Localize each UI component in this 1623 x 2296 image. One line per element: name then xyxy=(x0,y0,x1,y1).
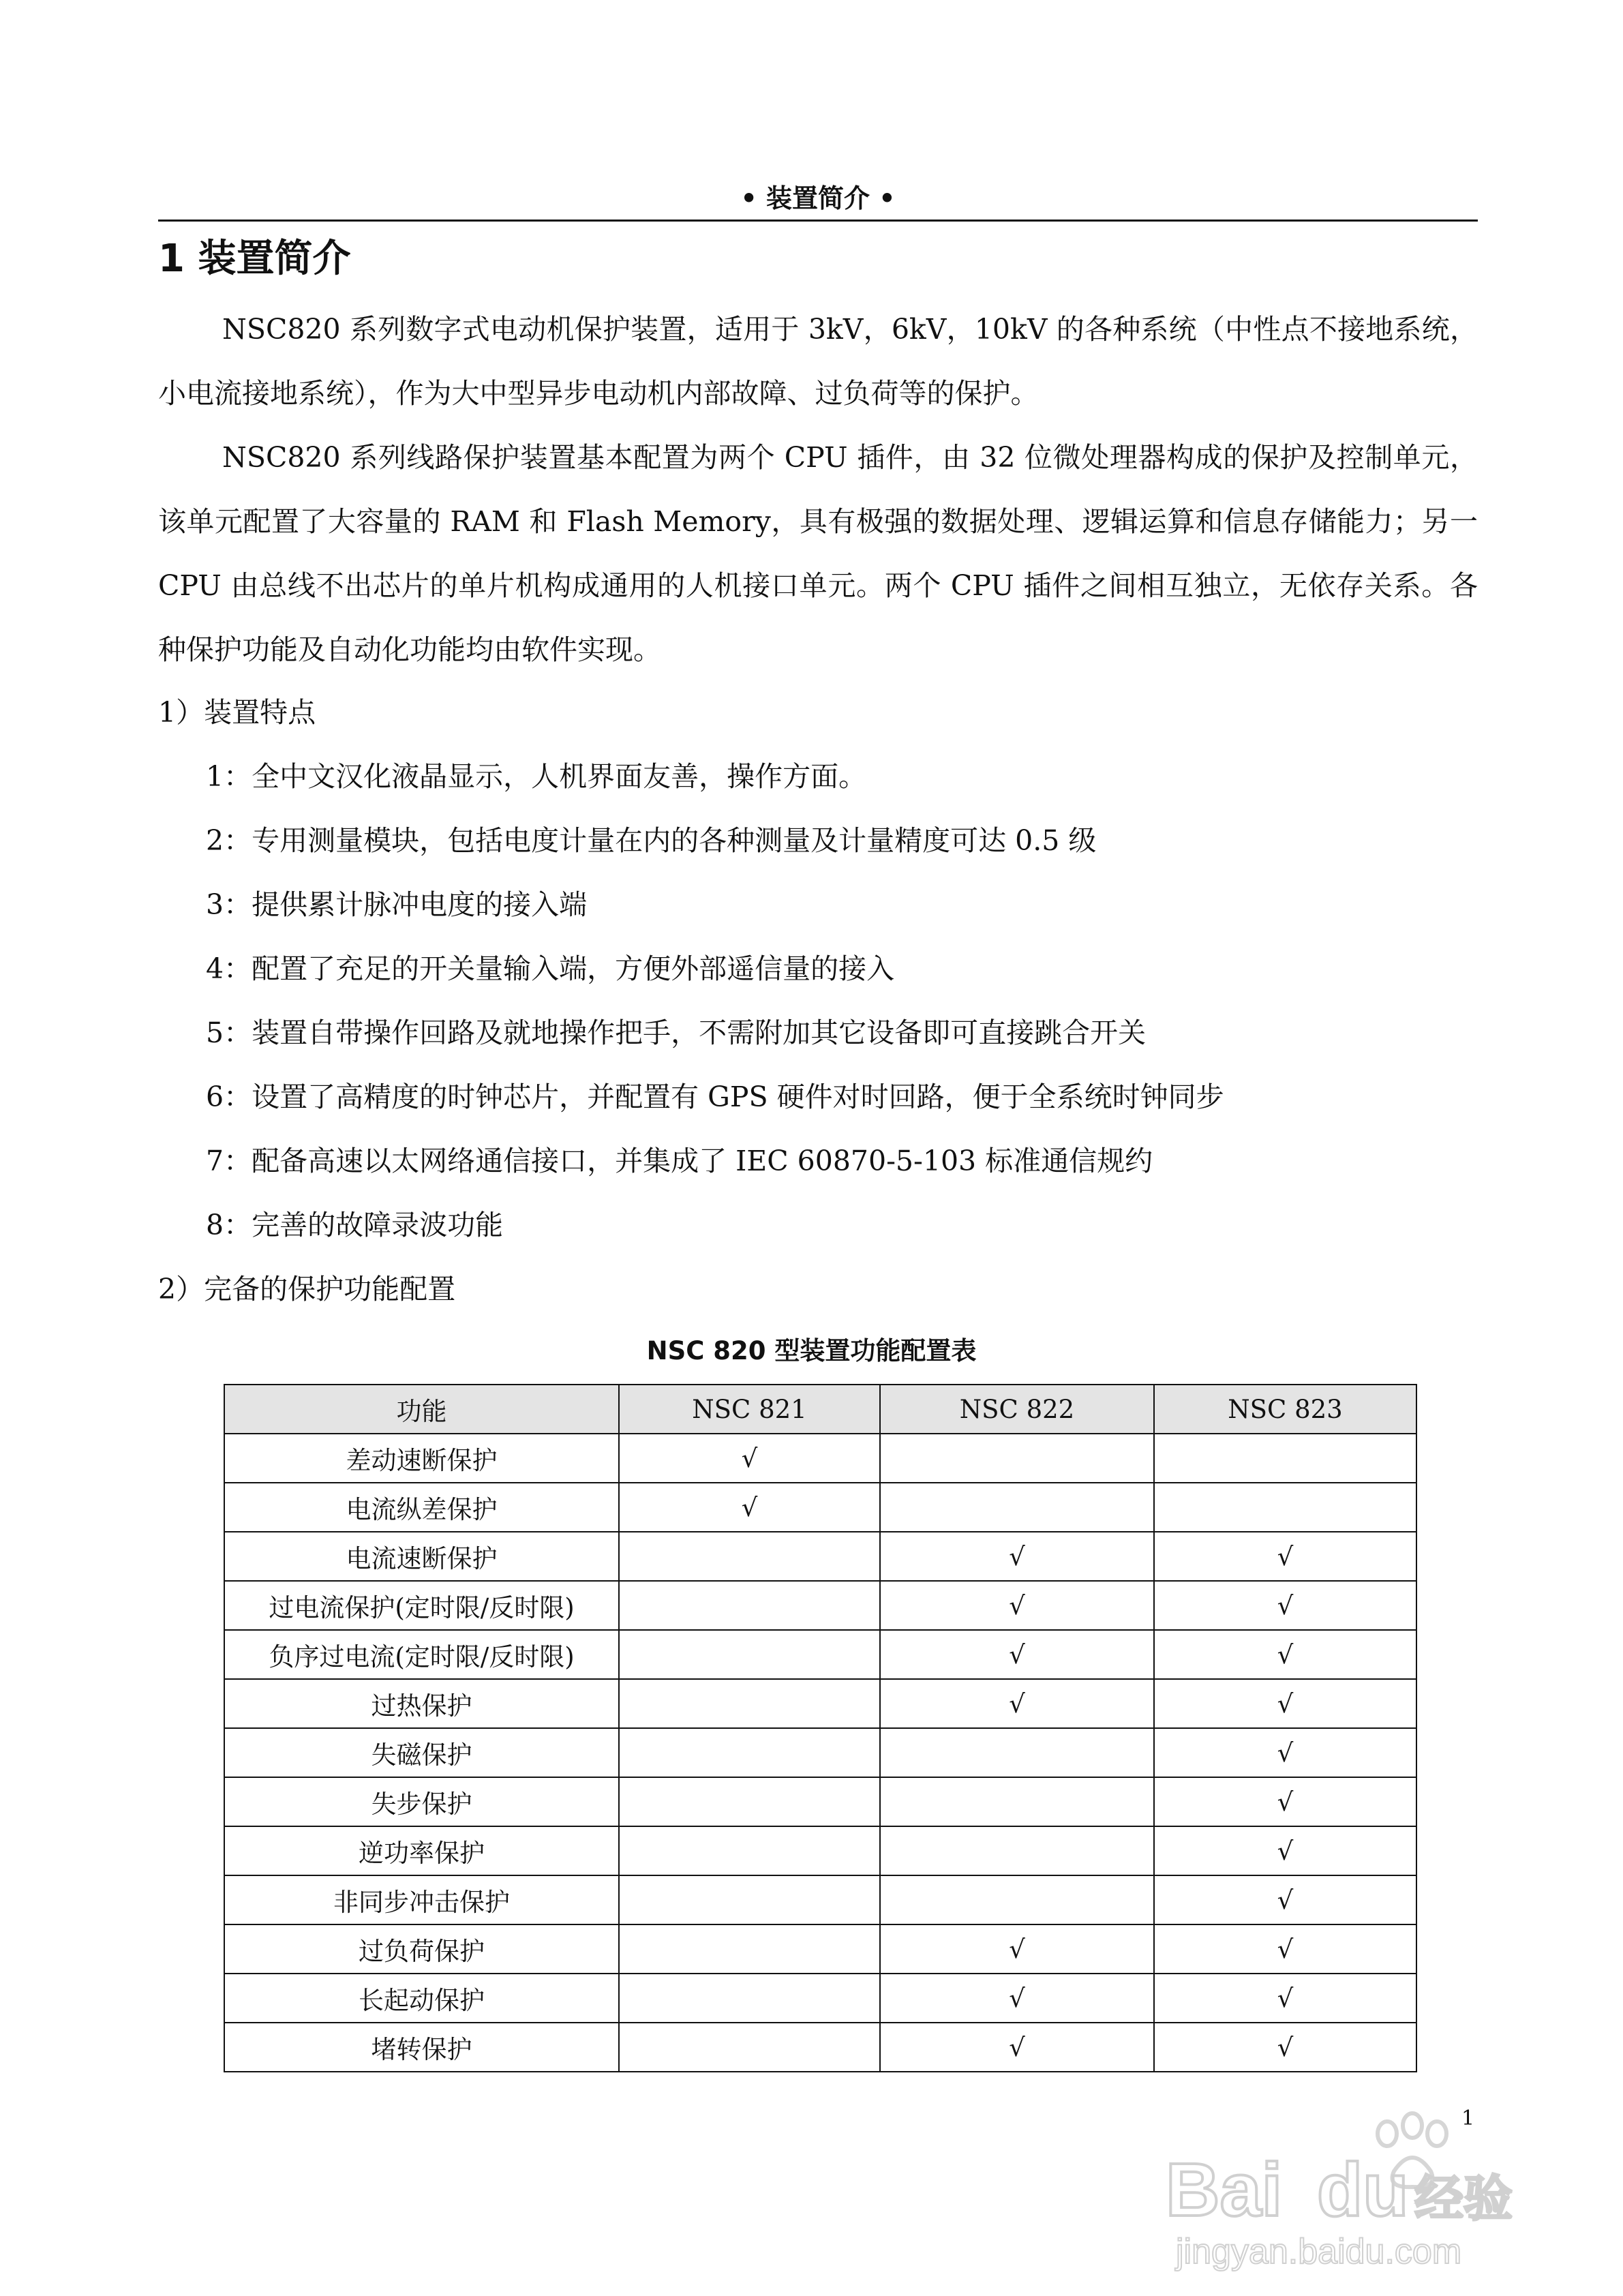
check-cell xyxy=(619,1532,880,1581)
table-row xyxy=(224,1483,1416,1532)
table-row xyxy=(224,1777,1416,1826)
check-cell xyxy=(619,2023,880,2072)
check-cell: √ xyxy=(880,1679,1154,1728)
svg-text:经验: 经验 xyxy=(1414,2170,1513,2227)
function-cell: 逆功率保护 xyxy=(224,1826,619,1875)
running-header: • 装置简介 • xyxy=(740,183,896,213)
table-row xyxy=(224,2023,1416,2072)
check-cell: √ xyxy=(1154,1826,1416,1875)
table-header-row xyxy=(224,1385,1416,1434)
check-cell xyxy=(1154,1483,1416,1532)
feature-item: 6：设置了高精度的时钟芯片，并配置有 GPS 硬件对时回路，便于全系统时钟同步 xyxy=(206,1081,1224,1113)
function-cell: 电流纵差保护 xyxy=(224,1483,619,1532)
function-cell: 负序过电流(定时限/反时限) xyxy=(224,1630,619,1679)
table-row xyxy=(224,1581,1416,1630)
function-cell: 非同步冲击保护 xyxy=(224,1875,619,1924)
function-cell: 长起动保护 xyxy=(224,1974,619,2023)
svg-text:Bai: Bai xyxy=(1166,2148,1283,2232)
check-cell xyxy=(880,1826,1154,1875)
feature-item: 7：配备高速以太网络通信接口，并集成了 IEC 60870-5-103 标准通信规约 xyxy=(206,1145,1153,1177)
function-config-table xyxy=(224,1384,1417,2072)
check-cell xyxy=(619,1630,880,1679)
feature-item: 5：装置自带操作回路及就地操作把手，不需附加其它设备即可直接跳合开关 xyxy=(206,1016,1147,1049)
function-cell: 电流速断保护 xyxy=(224,1532,619,1581)
intro-paragraph-1: NSC820 系列数字式电动机保护装置，适用于 3kV，6kV，10kV 的各种系统（中性点不接地系统，小电流接地系统），作为大中型异步电动机内部故障、过负荷等的保护。 xyxy=(158,313,1478,410)
function-cell: 过电流保护(定时限/反时限) xyxy=(224,1581,619,1630)
table-row xyxy=(224,1875,1416,1924)
header-cell-nsc822: NSC 822 xyxy=(880,1385,1154,1434)
header-cell-nsc823: NSC 823 xyxy=(1154,1385,1416,1434)
function-cell: 差动速断保护 xyxy=(224,1434,619,1483)
check-cell xyxy=(880,1875,1154,1924)
section-title: 1 装置简介 xyxy=(158,237,351,281)
table-caption: NSC 820 型装置功能配置表 xyxy=(646,1336,977,1365)
check-cell: √ xyxy=(1154,1924,1416,1974)
function-cell: 堵转保护 xyxy=(224,2023,619,2072)
features-heading: 1）装置特点 xyxy=(158,696,316,729)
feature-item: 4：配置了充足的开关量输入端，方便外部遥信量的接入 xyxy=(206,952,895,985)
check-cell: √ xyxy=(1154,1630,1416,1679)
table-row xyxy=(224,1532,1416,1581)
check-cell: √ xyxy=(880,1630,1154,1679)
check-cell: √ xyxy=(880,1924,1154,1974)
intro-paragraph-2: NSC820 系列线路保护装置基本配置为两个 CPU 插件，由 32 位微处理器构成的保护及控制单元，该单元配置了大容量的 RAM 和 Flash Memory，具有极强的数据处理、逻辑运算和信息存储能力；另一 CPU 由总线不出芯片的单片机构成通用的人机接口单元。两个 CPU 插件之间相互独立，无依存关系。各种保护功能及自动化功能均由软件实现。 xyxy=(158,441,1478,666)
check-cell: √ xyxy=(619,1483,880,1532)
check-cell: √ xyxy=(880,1974,1154,2023)
check-cell: √ xyxy=(880,2023,1154,2072)
header-rule xyxy=(158,220,1478,222)
check-cell: √ xyxy=(1154,1777,1416,1826)
table-row xyxy=(224,1924,1416,1974)
check-cell xyxy=(880,1434,1154,1483)
check-cell: √ xyxy=(1154,1679,1416,1728)
feature-item: 1：全中文汉化液晶显示，人机界面友善，操作方面。 xyxy=(206,760,867,793)
check-cell: √ xyxy=(619,1434,880,1483)
table-row xyxy=(224,1434,1416,1483)
feature-item: 8：完善的故障录波功能 xyxy=(206,1209,504,1241)
baidu-jingyan-watermark-icon xyxy=(1159,2106,1513,2277)
check-cell xyxy=(619,1826,880,1875)
table-row xyxy=(224,1974,1416,2023)
table-row xyxy=(224,1728,1416,1777)
check-cell xyxy=(619,1875,880,1924)
check-cell: √ xyxy=(1154,1728,1416,1777)
check-cell: √ xyxy=(1154,2023,1416,2072)
check-cell xyxy=(619,1924,880,1974)
function-cell: 过负荷保护 xyxy=(224,1924,619,1974)
check-cell xyxy=(880,1483,1154,1532)
check-cell xyxy=(880,1728,1154,1777)
check-cell xyxy=(619,1679,880,1728)
feature-item: 2：专用测量模块，包括电度计量在内的各种测量及计量精度可达 0.5 级 xyxy=(206,824,1097,857)
function-cell: 失步保护 xyxy=(224,1777,619,1826)
function-cell: 过热保护 xyxy=(224,1679,619,1728)
check-cell xyxy=(1154,1434,1416,1483)
table-row xyxy=(224,1826,1416,1875)
header-cell-nsc821: NSC 821 xyxy=(619,1385,880,1434)
check-cell xyxy=(619,1581,880,1630)
feature-item: 3：提供累计脉冲电度的接入端 xyxy=(206,888,588,921)
svg-text:jingyan.baidu.com: jingyan.baidu.com xyxy=(1176,2232,1462,2271)
check-cell: √ xyxy=(1154,1875,1416,1924)
check-cell xyxy=(880,1777,1154,1826)
svg-text:du: du xyxy=(1317,2148,1409,2232)
table-row xyxy=(224,1630,1416,1679)
check-cell: √ xyxy=(1154,1532,1416,1581)
protection-heading: 2）完备的保护功能配置 xyxy=(158,1273,456,1305)
check-cell: √ xyxy=(1154,1581,1416,1630)
table-row xyxy=(224,1679,1416,1728)
check-cell: √ xyxy=(880,1532,1154,1581)
header-cell-function: 功能 xyxy=(224,1385,619,1434)
page-number: 1 xyxy=(1461,2106,1475,2130)
check-cell: √ xyxy=(880,1581,1154,1630)
check-cell xyxy=(619,1728,880,1777)
function-cell: 失磁保护 xyxy=(224,1728,619,1777)
check-cell xyxy=(619,1974,880,2023)
check-cell: √ xyxy=(1154,1974,1416,2023)
check-cell xyxy=(619,1777,880,1826)
